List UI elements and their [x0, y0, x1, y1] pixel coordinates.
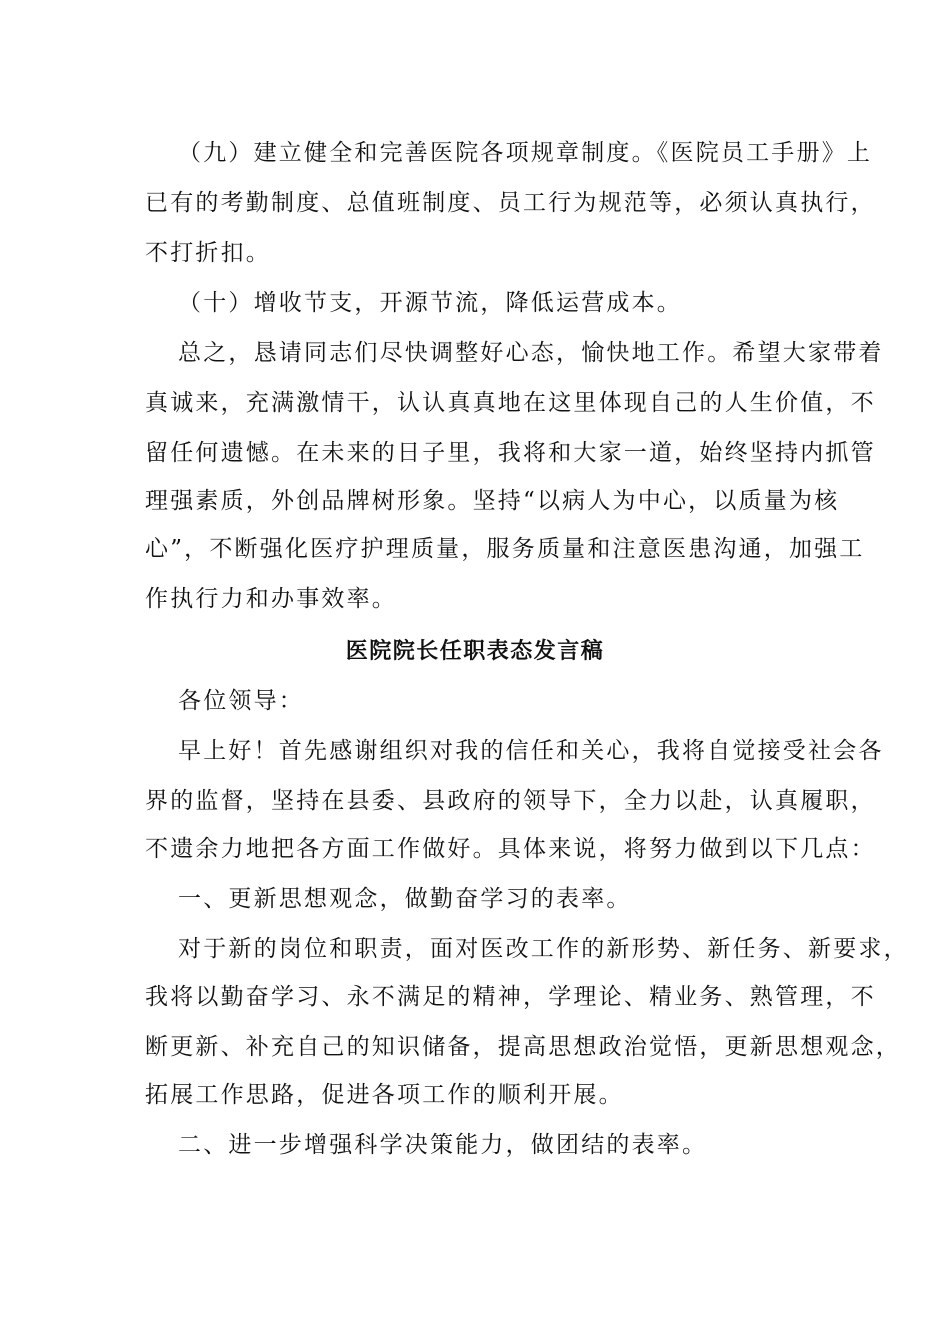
paragraph-line: 对于新的岗位和职责，面对医改工作的新形势、新任务、新要求， — [178, 936, 909, 962]
paragraph-line: 不遗余力地把各方面工作做好。具体来说，将努力做到以下几点： — [145, 836, 876, 862]
paragraph-line: 心”，不断强化医疗护理质量，服务质量和注意医患沟通，加强工 — [145, 536, 865, 562]
paragraph-line: 二、进一步增强科学决策能力，做团结的表率。 — [178, 1132, 708, 1158]
paragraph-line: 不打折扣。 — [145, 240, 271, 266]
paragraph-line: 一、更新思想观念，做勤奋学习的表率。 — [178, 886, 632, 912]
paragraph-line: （十）增收节支，开源节流，降低运营成本。 — [178, 290, 682, 316]
paragraph-line: 早上好！首先感谢组织对我的信任和关心，我将自觉接受社会各 — [178, 738, 884, 764]
paragraph-line: 拓展工作思路，促进各项工作的顺利开展。 — [145, 1082, 624, 1108]
paragraph-line: 界的监督，坚持在县委、县政府的领导下，全力以赴，认真履职， — [145, 788, 876, 814]
paragraph-line: 已有的考勤制度、总值班制度、员工行为规范等，必须认真执行， — [145, 190, 876, 216]
paragraph-line: 我将以勤奋学习、永不满足的精神，学理论、精业务、熟管理，不 — [145, 984, 876, 1010]
paragraph-line: （九）建立健全和完善医院各项规章制度。《医院员工手册》上 — [178, 140, 873, 166]
paragraph-line: 总之，恳请同志们尽快调整好心态，愉快地工作。希望大家带着 — [178, 340, 884, 366]
paragraph-line: 理强素质，外创品牌树形象。坚持“以病人为中心，以质量为核 — [145, 488, 840, 514]
paragraph-line: 真诚来，充满激情干，认认真真地在这里体现自己的人生价值，不 — [145, 390, 876, 416]
document-title: 医院院长任职表态发言稿 — [345, 638, 605, 664]
paragraph-line: 各位领导： — [178, 688, 304, 714]
paragraph-line: 留任何遗憾。在未来的日子里，我将和大家一道，始终坚持内抓管 — [145, 440, 876, 466]
paragraph-line: 作执行力和办事效率。 — [145, 586, 397, 612]
paragraph-line: 断更新、补充自己的知识储备，提高思想政治觉悟，更新思想观念， — [145, 1034, 901, 1060]
